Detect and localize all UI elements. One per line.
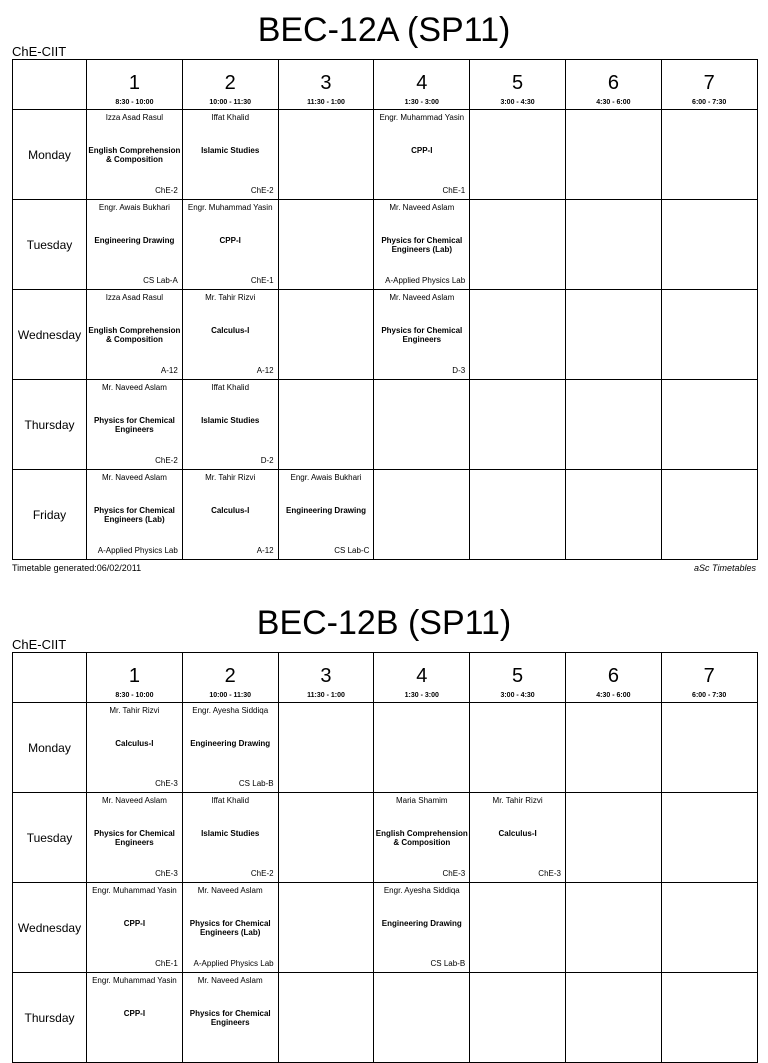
lesson-room: ChE-2 xyxy=(250,186,274,195)
lesson-cell xyxy=(182,973,278,1063)
period-number: 4 xyxy=(416,72,428,94)
period-header xyxy=(565,60,661,110)
lesson-subject: Physics for Chemical Engineers (Lab) xyxy=(381,236,463,254)
lesson-subject: Islamic Studies xyxy=(201,146,260,155)
lesson-subject: Physics for Chemical Engineers xyxy=(93,416,175,434)
lesson-room: ChE-1 xyxy=(442,186,466,195)
lesson-room: CS Lab-C xyxy=(334,546,370,555)
lesson-subject: Islamic Studies xyxy=(201,416,260,425)
lesson-cell xyxy=(87,883,183,973)
day-row xyxy=(13,793,758,883)
lesson-cell xyxy=(470,200,566,290)
lesson-cell xyxy=(278,110,374,200)
lesson-cell xyxy=(278,470,374,560)
lesson-cell xyxy=(565,470,661,560)
period-time: 10:00 - 11:30 xyxy=(209,99,252,106)
lesson-teacher: Mr. Tahir Rizvi xyxy=(492,796,543,805)
period-number: 7 xyxy=(703,665,715,687)
lesson-cell xyxy=(470,793,566,883)
day-row xyxy=(13,110,758,200)
day-label: Thursday xyxy=(13,973,87,1063)
timetable-b-org: ChE-CIIT xyxy=(12,637,67,652)
lesson-subject: Physics for Chemical Engineers xyxy=(381,326,463,344)
timetable-a-title: BEC-12A (SP11) xyxy=(257,11,511,49)
lesson-cell xyxy=(470,290,566,380)
period-number: 7 xyxy=(703,72,715,94)
lesson-room: A-Applied Physics Lab xyxy=(193,959,274,968)
lesson-cell xyxy=(565,973,661,1063)
lesson-teacher: Iffat Khalid xyxy=(211,113,250,122)
period-time: 3:00 - 4:30 xyxy=(500,692,535,699)
day-row xyxy=(13,883,758,973)
lesson-room: ChE-1 xyxy=(155,959,178,968)
lesson-subject: Calculus-I xyxy=(498,829,537,838)
period-header xyxy=(470,653,566,703)
lesson-room: A-Applied Physics Lab xyxy=(97,546,178,555)
timetable-a-grid xyxy=(12,59,758,560)
period-number: 3 xyxy=(320,72,332,94)
lesson-subject: Engineering Drawing xyxy=(190,739,271,748)
lesson-teacher: Maria Shamim xyxy=(396,796,448,805)
lesson-teacher: Engr. Ayesha Siddiqa xyxy=(192,706,269,715)
day-row xyxy=(13,380,758,470)
period-header xyxy=(374,60,470,110)
period-time: 3:00 - 4:30 xyxy=(500,99,535,106)
day-label: Monday xyxy=(13,110,87,200)
lesson-cell xyxy=(374,973,470,1063)
lesson-subject: CPP-I xyxy=(219,236,241,245)
lesson-cell xyxy=(470,973,566,1063)
day-row xyxy=(13,703,758,793)
lesson-cell xyxy=(661,200,757,290)
lesson-cell xyxy=(565,793,661,883)
lesson-room: A-Applied Physics Lab xyxy=(385,276,466,285)
period-header xyxy=(374,653,470,703)
period-number: 6 xyxy=(607,665,619,687)
lesson-cell xyxy=(278,200,374,290)
lesson-cell xyxy=(565,110,661,200)
lesson-cell xyxy=(661,973,757,1063)
day-label: Thursday xyxy=(13,380,87,470)
lesson-cell xyxy=(565,703,661,793)
period-number: 5 xyxy=(512,665,524,687)
lesson-cell xyxy=(565,200,661,290)
period-number: 2 xyxy=(224,665,236,687)
lesson-cell xyxy=(374,703,470,793)
lesson-room: ChE-2 xyxy=(250,869,274,878)
timetable-a-generated: Timetable generated:06/02/2011 xyxy=(12,563,142,573)
lesson-subject: Physics for Chemical Engineers xyxy=(189,1009,271,1027)
lesson-cell xyxy=(374,290,470,380)
lesson-cell xyxy=(661,883,757,973)
period-header xyxy=(182,653,278,703)
period-time: 8:30 - 10:00 xyxy=(115,99,154,106)
lesson-cell xyxy=(278,290,374,380)
lesson-teacher: Mr. Tahir Rizvi xyxy=(205,473,256,482)
lesson-teacher: Engr. Muhammad Yasin xyxy=(92,976,177,985)
period-time: 4:30 - 6:00 xyxy=(596,692,631,699)
timetable-a-org: ChE-CIIT xyxy=(12,44,67,59)
period-number: 3 xyxy=(320,665,332,687)
period-time: 6:00 - 7:30 xyxy=(692,692,727,699)
lesson-teacher: Mr. Naveed Aslam xyxy=(101,383,167,392)
lesson-cell xyxy=(374,110,470,200)
lesson-subject: CPP-I xyxy=(123,919,146,928)
lesson-subject: Engineering Drawing xyxy=(285,506,366,515)
day-label: Tuesday xyxy=(13,200,87,290)
lesson-cell xyxy=(661,290,757,380)
period-number: 1 xyxy=(128,665,140,687)
period-time: 11:30 - 1:00 xyxy=(307,692,345,699)
lesson-cell xyxy=(374,793,470,883)
period-time: 11:30 - 1:00 xyxy=(307,99,345,106)
lesson-cell xyxy=(182,883,278,973)
grid-corner xyxy=(13,60,87,110)
lesson-teacher: Mr. Naveed Aslam xyxy=(197,976,263,985)
lesson-room: CS Lab-A xyxy=(143,276,178,285)
lesson-cell xyxy=(661,470,757,560)
day-row xyxy=(13,290,758,380)
lesson-subject: Islamic Studies xyxy=(201,829,260,838)
lesson-cell xyxy=(278,973,374,1063)
period-number: 4 xyxy=(416,665,428,687)
period-number: 5 xyxy=(512,72,524,94)
lesson-cell xyxy=(470,110,566,200)
period-number: 1 xyxy=(128,72,140,94)
day-label: Wednesday xyxy=(13,883,87,973)
lesson-subject: Physics for Chemical Engineers xyxy=(93,829,175,847)
lesson-cell xyxy=(278,380,374,470)
lesson-subject: CPP-I xyxy=(123,1009,146,1018)
lesson-cell xyxy=(661,703,757,793)
lesson-teacher: Engr. Muhammad Yasin xyxy=(379,113,465,122)
timetable-b-grid xyxy=(12,652,758,1063)
lesson-room: ChE-2 xyxy=(155,456,178,465)
lesson-teacher: Mr. Naveed Aslam xyxy=(101,473,167,482)
lesson-subject: Calculus-I xyxy=(211,506,250,515)
day-label: Friday xyxy=(13,470,87,560)
lesson-teacher: Mr. Naveed Aslam xyxy=(101,796,167,805)
period-header xyxy=(87,60,183,110)
lesson-teacher: Mr. Naveed Aslam xyxy=(197,886,263,895)
period-header xyxy=(661,653,757,703)
lesson-cell xyxy=(278,703,374,793)
period-header xyxy=(278,60,374,110)
period-time: 10:00 - 11:30 xyxy=(209,692,252,699)
lesson-subject: Calculus-I xyxy=(211,326,250,335)
lesson-subject: English Comprehension & Composition xyxy=(88,146,181,164)
period-time: 4:30 - 6:00 xyxy=(596,99,631,106)
lesson-teacher: Izza Asad Rasul xyxy=(105,113,164,122)
lesson-cell xyxy=(182,703,278,793)
lesson-cell xyxy=(565,380,661,470)
lesson-cell xyxy=(182,200,278,290)
lesson-room: ChE-3 xyxy=(538,869,561,878)
lesson-subject: Engineering Drawing xyxy=(94,236,175,245)
lesson-teacher: Engr. Awais Bukhari xyxy=(290,473,362,482)
lesson-room: A-12 xyxy=(256,366,274,375)
timetable-a-software: aSc Timetables xyxy=(694,563,756,573)
lesson-room: ChE-3 xyxy=(155,869,178,878)
day-row xyxy=(13,470,758,560)
period-header xyxy=(470,60,566,110)
period-header xyxy=(661,60,757,110)
lesson-cell xyxy=(278,883,374,973)
lesson-room: CS Lab-B xyxy=(238,779,274,788)
lesson-teacher: Engr. Muhammad Yasin xyxy=(187,203,273,212)
lesson-teacher: Engr. Awais Bukhari xyxy=(98,203,170,212)
grid-corner xyxy=(13,653,87,703)
lesson-cell xyxy=(182,793,278,883)
lesson-subject: Physics for Chemical Engineers (Lab) xyxy=(93,506,175,524)
lesson-cell xyxy=(661,110,757,200)
lesson-cell xyxy=(87,470,183,560)
lesson-cell xyxy=(661,380,757,470)
lesson-room: A-12 xyxy=(160,366,178,375)
day-label: Monday xyxy=(13,703,87,793)
lesson-cell xyxy=(87,793,183,883)
lesson-cell xyxy=(470,380,566,470)
lesson-subject: Engineering Drawing xyxy=(381,919,462,928)
day-label: Tuesday xyxy=(13,793,87,883)
lesson-cell xyxy=(374,883,470,973)
lesson-teacher: Mr. Naveed Aslam xyxy=(389,203,455,212)
lesson-teacher: Engr. Muhammad Yasin xyxy=(92,886,177,895)
lesson-teacher: Engr. Ayesha Siddiqa xyxy=(383,886,460,895)
lesson-room: A-12 xyxy=(256,546,274,555)
lesson-room: ChE-1 xyxy=(250,276,274,285)
lesson-cell xyxy=(470,883,566,973)
period-header xyxy=(182,60,278,110)
lesson-teacher: Mr. Naveed Aslam xyxy=(389,293,455,302)
lesson-cell xyxy=(87,973,183,1063)
lesson-room: ChE-3 xyxy=(442,869,466,878)
lesson-cell xyxy=(278,793,374,883)
lesson-teacher: Mr. Tahir Rizvi xyxy=(205,293,256,302)
lesson-subject: CPP-I xyxy=(411,146,433,155)
lesson-cell xyxy=(87,380,183,470)
lesson-teacher: Iffat Khalid xyxy=(211,796,250,805)
lesson-subject: English Comprehension & Composition xyxy=(375,829,468,847)
lesson-cell xyxy=(565,883,661,973)
lesson-cell xyxy=(87,110,183,200)
period-time: 1:30 - 3:00 xyxy=(404,692,439,699)
lesson-subject: Calculus-I xyxy=(115,739,154,748)
lesson-cell xyxy=(182,110,278,200)
lesson-cell xyxy=(182,380,278,470)
day-label: Wednesday xyxy=(13,290,87,380)
lesson-room: ChE-3 xyxy=(155,779,178,788)
timetable-b-title: BEC-12B (SP11) xyxy=(256,604,512,642)
lesson-cell xyxy=(470,703,566,793)
lesson-subject: English Comprehension & Composition xyxy=(88,326,181,344)
lesson-teacher: Iffat Khalid xyxy=(211,383,250,392)
lesson-subject: Physics for Chemical Engineers (Lab) xyxy=(189,919,271,937)
day-row xyxy=(13,973,758,1063)
period-number: 2 xyxy=(224,72,236,94)
lesson-cell xyxy=(87,200,183,290)
lesson-teacher: Izza Asad Rasul xyxy=(105,293,164,302)
day-row xyxy=(13,200,758,290)
lesson-cell xyxy=(374,380,470,470)
lesson-room: ChE-2 xyxy=(155,186,178,195)
lesson-cell xyxy=(182,290,278,380)
period-time: 1:30 - 3:00 xyxy=(404,99,439,106)
lesson-room: CS Lab-B xyxy=(430,959,466,968)
period-time: 6:00 - 7:30 xyxy=(692,99,727,106)
lesson-cell xyxy=(661,793,757,883)
lesson-cell xyxy=(182,470,278,560)
lesson-room: D-3 xyxy=(452,366,466,375)
lesson-room: D-2 xyxy=(260,456,274,465)
lesson-cell xyxy=(87,290,183,380)
period-header xyxy=(87,653,183,703)
lesson-cell xyxy=(374,200,470,290)
lesson-cell xyxy=(470,470,566,560)
period-header xyxy=(278,653,374,703)
lesson-cell xyxy=(374,470,470,560)
lesson-cell xyxy=(565,290,661,380)
lesson-teacher: Mr. Tahir Rizvi xyxy=(109,706,160,715)
period-header xyxy=(565,653,661,703)
period-time: 8:30 - 10:00 xyxy=(115,692,154,699)
period-number: 6 xyxy=(607,72,619,94)
lesson-cell xyxy=(87,703,183,793)
